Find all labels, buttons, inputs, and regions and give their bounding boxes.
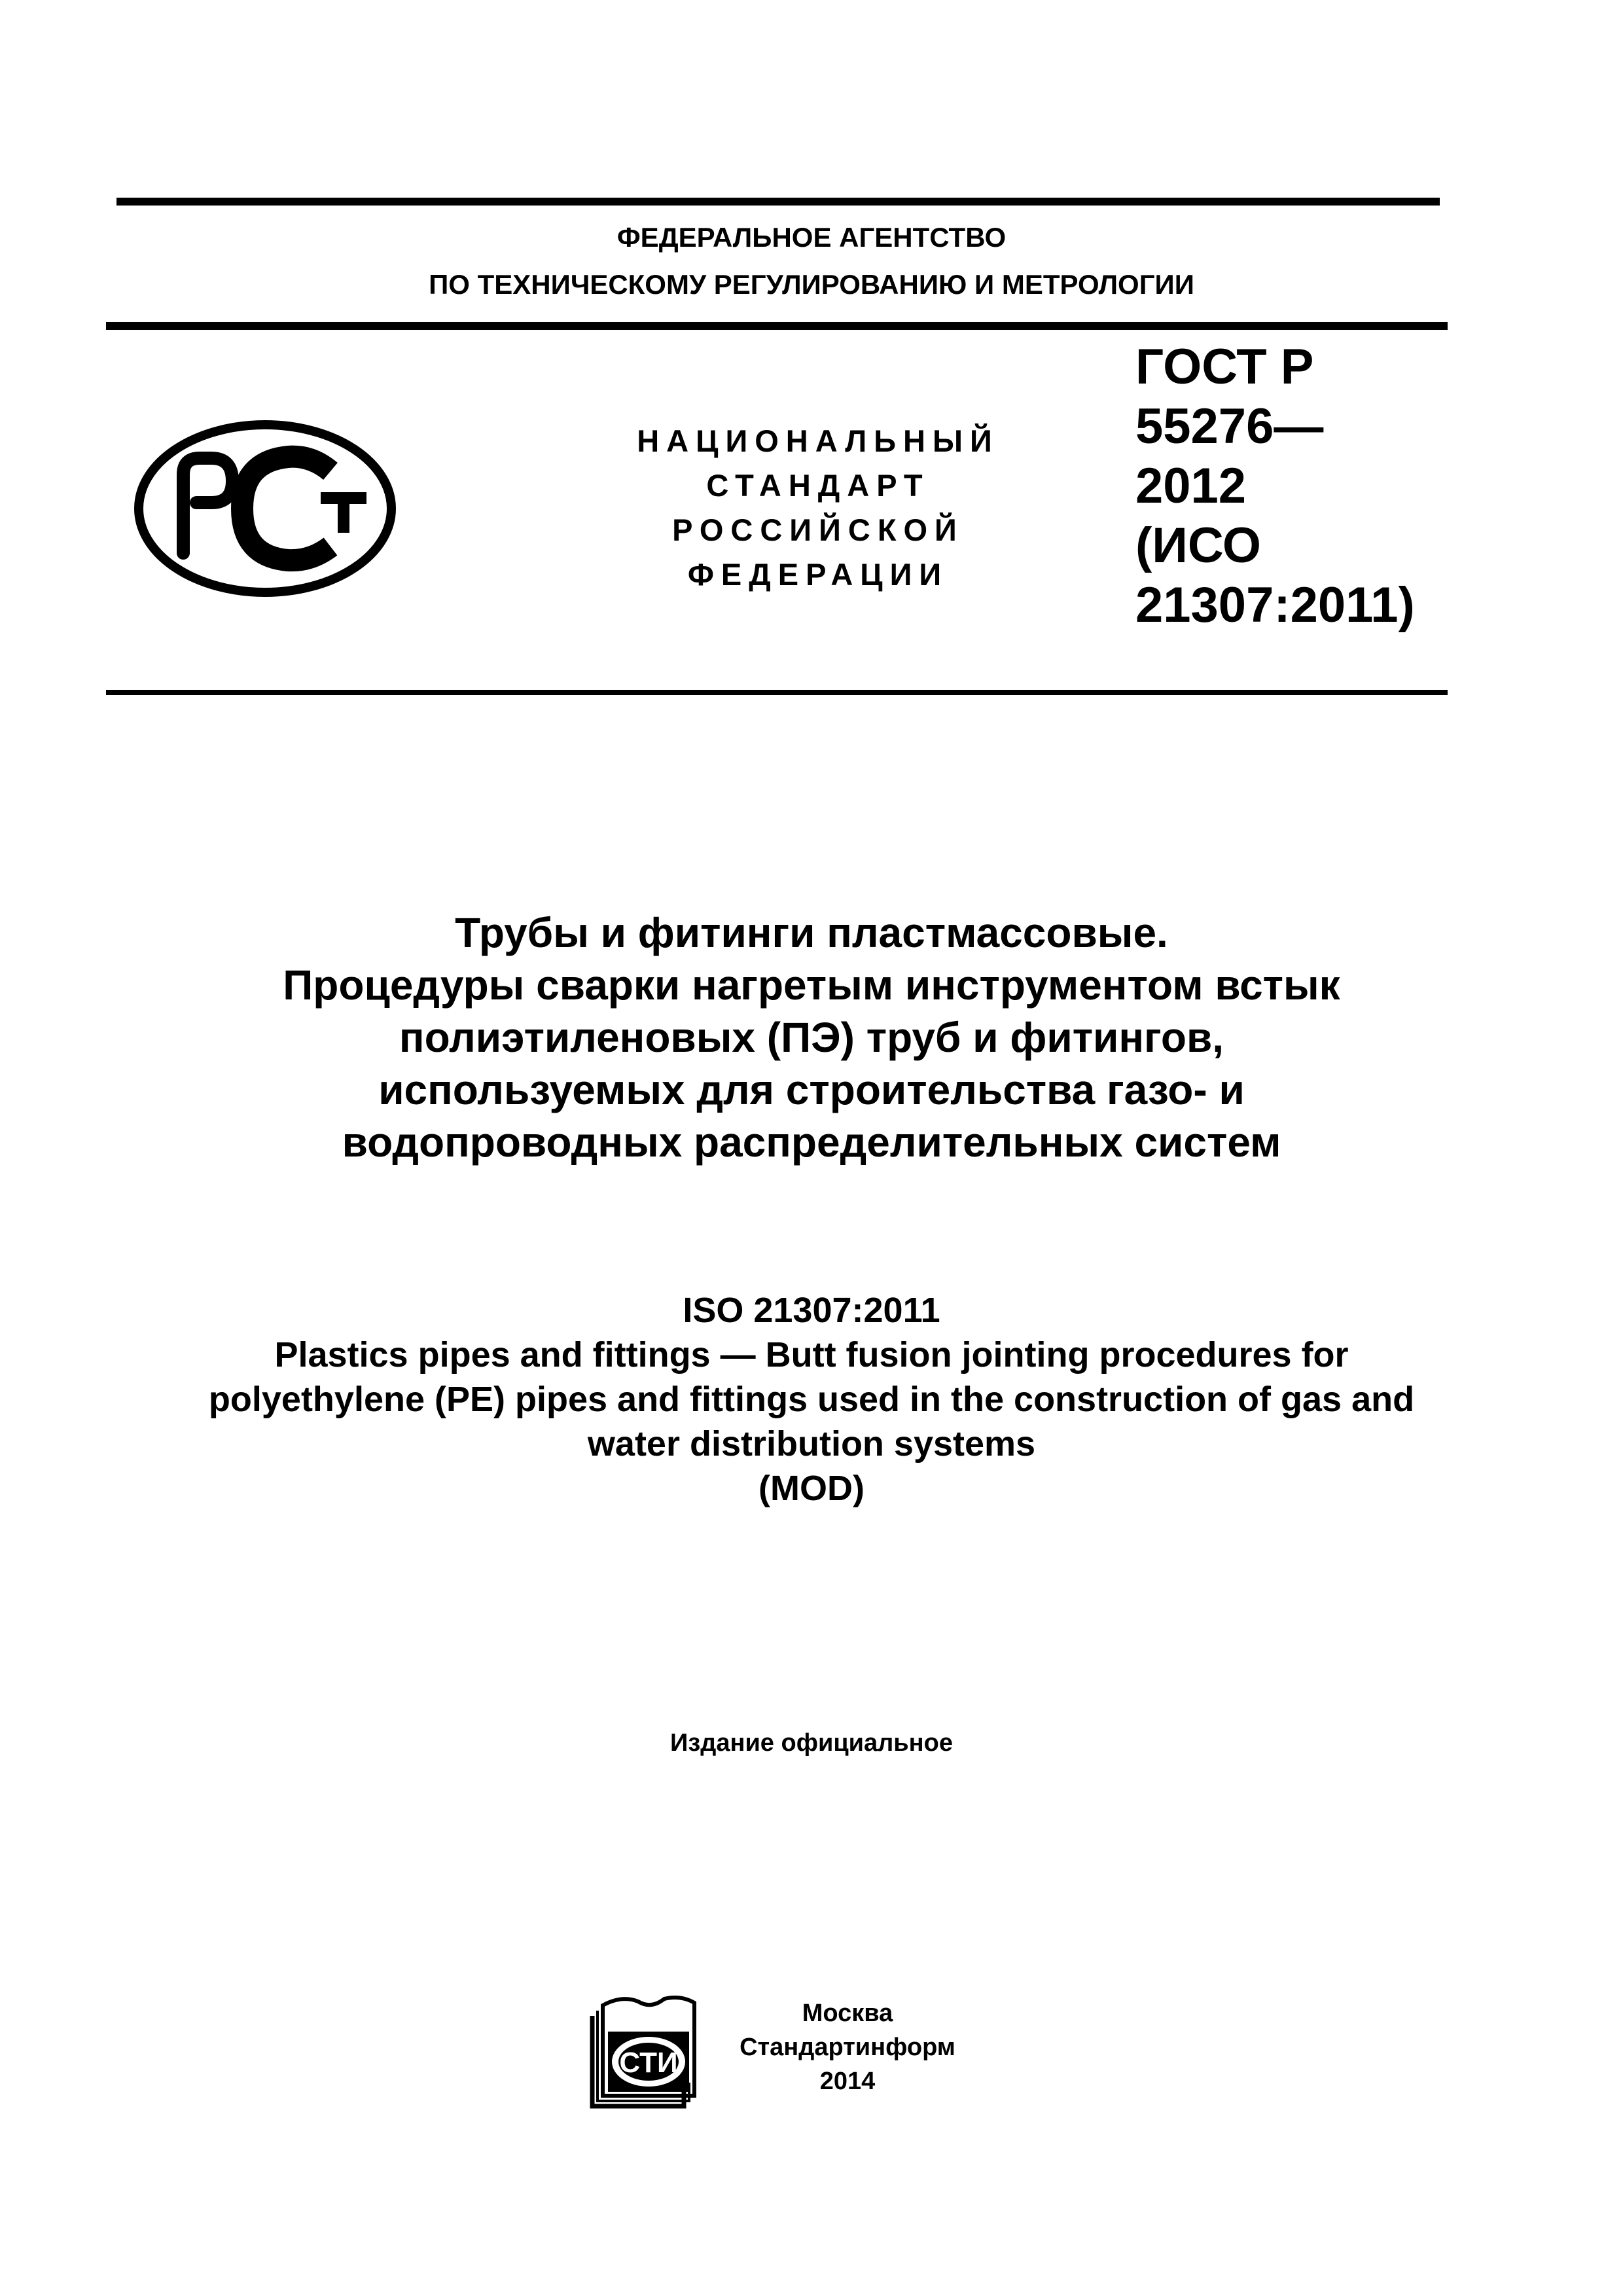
title-ru-line-5: водопроводных распределительных систем	[342, 1119, 1281, 1166]
agency-name-line1: ФЕДЕРАЛЬНОЕ АГЕНТСТВО	[616, 222, 1007, 253]
standartinform-logo-icon	[586, 1990, 700, 2111]
publisher-logo-text: СТИ	[619, 2047, 678, 2079]
publisher-city: Москва	[802, 2000, 893, 2027]
designation-line-4: (ИСО	[1135, 518, 1262, 573]
header-bottom-rule	[106, 322, 1448, 330]
standard-designation	[1135, 337, 1415, 635]
designation-line-5: 21307:2011)	[1135, 577, 1415, 633]
header-top-rule	[116, 198, 1440, 206]
publication-year: 2014	[819, 2068, 876, 2095]
title-en-line-4: water distribution systems	[587, 1424, 1036, 1463]
publisher-name: Стандартинформ	[740, 2034, 955, 2061]
national-standard-line-3: РОССИЙСКОЙ	[672, 512, 964, 547]
agency-name-line2: ПО ТЕХНИЧЕСКОМУ РЕГУЛИРОВАНИЮ И МЕТРОЛОГИИ	[429, 269, 1194, 300]
title-ru-line-2: Процедуры сварки нагретым инструментом встык	[283, 961, 1340, 1009]
title-ru-line-1: Трубы и фитинги пластмассовые.	[455, 909, 1168, 956]
national-standard-line-4: ФЕДЕРАЦИИ	[687, 557, 949, 592]
rst-certification-mark-icon	[134, 419, 396, 599]
publisher-info	[717, 1996, 978, 2098]
national-standard-line-1: НАЦИОНАЛЬНЫЙ	[637, 423, 999, 458]
title-ru-line-4: используемых для строительства газо- и	[378, 1066, 1245, 1113]
national-standard-line-2: СТАНДАРТ	[706, 468, 930, 503]
designation-line-2: 55276—	[1135, 399, 1324, 454]
title-ru-line-3: полиэтиленовых (ПЭ) труб и фитингов,	[399, 1014, 1224, 1061]
designation-line-1: ГОСТ Р	[1135, 339, 1314, 395]
official-edition-label: Издание официальное	[670, 1729, 953, 1757]
national-standard-label	[589, 419, 1047, 597]
title-en-line-2: Plastics pipes and fittings — Butt fusion jointing procedures for	[274, 1335, 1349, 1374]
document-title-en	[0, 1288, 1623, 1511]
designation-line-3: 2012	[1135, 458, 1247, 514]
title-en-line-3: polyethylene (PE) pipes and fittings used in the construction of gas and	[208, 1380, 1415, 1419]
designation-bottom-rule	[106, 690, 1448, 695]
document-title-ru	[0, 906, 1623, 1168]
title-en-line-5: (MOD)	[758, 1469, 865, 1508]
title-en-line-1: ISO 21307:2011	[683, 1291, 940, 1330]
